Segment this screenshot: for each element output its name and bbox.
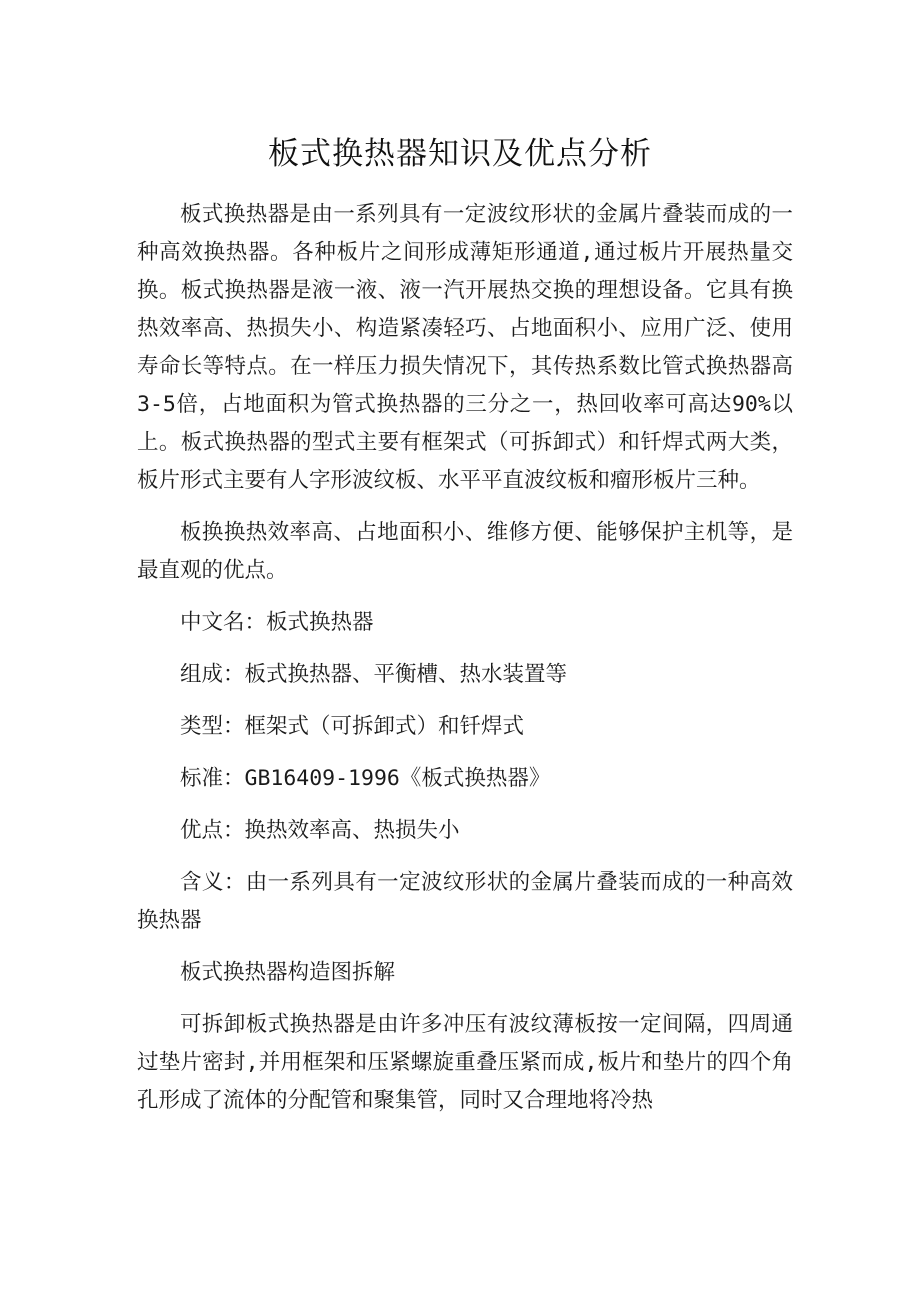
document-body	[137, 196, 793, 1134]
document-title: 板式换热器知识及优点分析	[268, 136, 652, 172]
section-heading-structure: 板式换热器构造图拆解	[180, 960, 396, 985]
info-type: 类型：框架式（可拆卸式）和钎焊式	[180, 714, 525, 739]
paragraph-advantages: 板换换热效率高、占地面积小、维修方便、能够保护主机等，是最直观的优点。	[137, 520, 793, 583]
info-composition: 组成：板式换热器、平衡槽、热水装置等	[180, 662, 568, 687]
info-meaning: 含义：由一系列具有一定波纹形状的金属片叠装而成的一种高效换热器	[137, 870, 793, 933]
info-advantage: 优点：换热效率高、热损失小	[180, 818, 460, 843]
info-standard: 标准：GB16409-1996《板式换热器》	[180, 766, 551, 791]
paragraph-structure: 可拆卸板式换热器是由许多冲压有波纹薄板按一定间隔，四周通过垫片密封,并用框架和压紧螺旋重叠压紧而成,板片和垫片的四个角孔形成了流体的分配管和聚集管，同时又合理地将冷热	[137, 1012, 793, 1113]
info-chinese-name: 中文名：板式换热器	[180, 610, 374, 635]
paragraph-intro: 板式换热器是由一系列具有一定波纹形状的金属片叠装而成的一种高效换热器。各种板片之间形成薄矩形通道,通过板片开展热量交换。板式换热器是液一液、液一汽开展热交换的理想设备。它具有换热效率高、热损失小、构造紧凑轻巧、占地面积小、应用广泛、使用寿命长等特点。在一样压力损失情况下，其传热系数比管式换热器高3-5倍，占地面积为管式换热器的三分之一，热回收率可高达90%以上。板式换热器的型式主要有框架式（可拆卸式）和钎焊式两大类，板片形式主要有人字形波纹板、水平平直波纹板和瘤形板片三种。	[137, 202, 793, 493]
